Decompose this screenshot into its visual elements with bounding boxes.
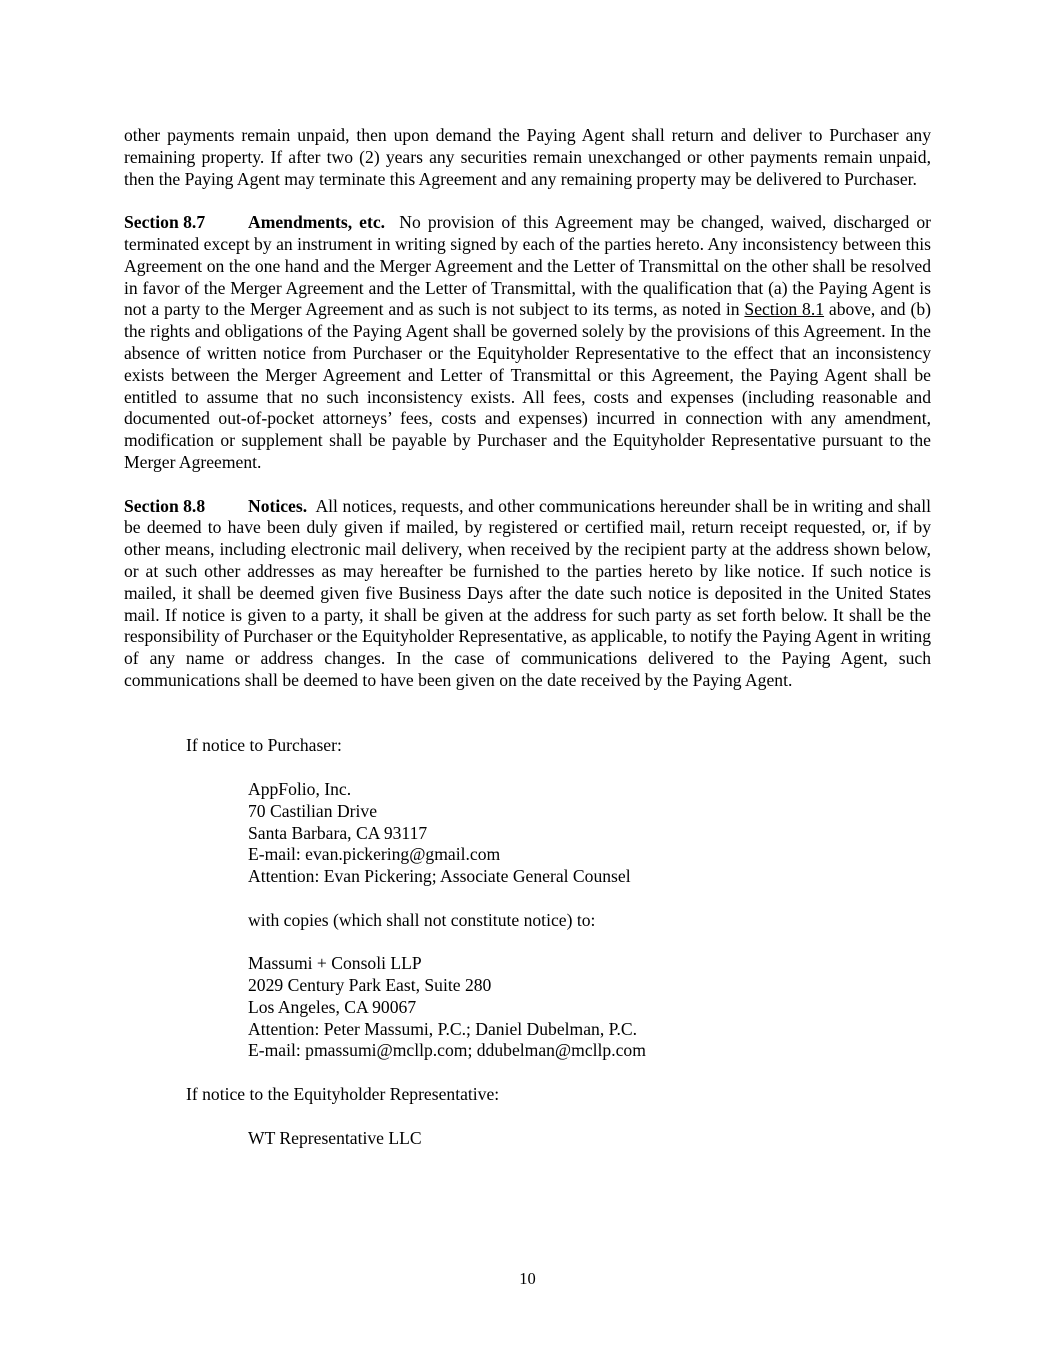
equityholder-notice-label: If notice to the Equityholder Representative:	[186, 1084, 500, 1105]
copies-email: E-mail: pmassumi@mcllp.com; ddubelman@mcllp.com	[248, 1040, 646, 1061]
purchaser-street: 70 Castilian Drive	[248, 800, 377, 821]
section-8-7-text-b: above, and (b) the rights and obligations of the Paying Agent shall be governed solely by the provisions of this Agreement. In the absence of written notice from Purchaser or the Equityholder Representative to the effect that an inconsistency exists between the Merger Agreement and Letter of Transmittal or this Agreement, the Paying Agent shall be entitled to assume that no such inconsistency exists. All fees, costs and expenses (including reasonable and documented out-of-pocket attorneys’ fees, costs and expenses) incurred in connection with any amendment, modification or supplement shall be payable by Purchaser and the Equityholder Representative pursuant to the Merger Agreement.	[124, 299, 931, 472]
equityholder-company: WT Representative LLC	[248, 1127, 422, 1148]
section-8-7-number: Section 8.7	[124, 212, 206, 233]
section-8-7-paragraph	[124, 212, 931, 474]
copies-attention: Attention: Peter Massumi, P.C.; Daniel Dubelman, P.C.	[248, 1018, 638, 1039]
copies-address-block	[124, 953, 931, 1062]
section-8-1-reference-link[interactable]: Section 8.1	[744, 299, 825, 320]
section-8-7-text-a: No provision of this Agreement may be changed, waived, discharged or terminated except by an instrument in writing signed by each of the parties hereto. Any inconsistency between this Agreement on the one hand and the Merger Agreement and the Letter of Transmittal on the other shall be resolved in favor of the Merger Agreement and the Letter of Transmittal, with the qualification that (a) the Paying Agent is not a party to the Merger Agreement and as such is not subject to its terms, as noted in	[124, 212, 932, 320]
purchaser-notice-label: If notice to Purchaser:	[186, 735, 342, 756]
purchaser-address-block	[124, 779, 931, 888]
purchaser-city: Santa Barbara, CA 93117	[248, 822, 428, 843]
copies-label: with copies (which shall not constitute notice) to:	[248, 909, 596, 930]
continuation-paragraph: other payments remain unpaid, then upon demand the Paying Agent shall return and deliver to Purchaser any remaining property. If after two (2) years any securities remain unexchanged or other payments remain unpaid, then the Paying Agent may terminate this Agreement and any remaining property may be delivered to Purchaser.	[124, 125, 931, 189]
section-8-8-paragraph	[124, 496, 931, 692]
section-8-7-title: Amendments, etc.	[248, 212, 386, 233]
purchaser-attention: Attention: Evan Pickering; Associate General Counsel	[248, 866, 631, 887]
copies-city: Los Angeles, CA 90067	[248, 996, 417, 1017]
copies-firm: Massumi + Consoli LLP	[248, 953, 422, 974]
copies-street: 2029 Century Park East, Suite 280	[248, 975, 492, 996]
page-number: 10	[519, 1269, 536, 1288]
purchaser-company: AppFolio, Inc.	[248, 778, 352, 799]
document-page	[124, 125, 931, 1149]
section-8-8-text: All notices, requests, and other communications hereunder shall be in writing and shall be deemed to have been duly given if mailed, by registered or certified mail, return receipt requested, or, if by other means, including electronic mail delivery, when received by the recipient party at the address shown below, or at such other addresses as may hereafter be furnished to the parties hereto by like notice. If such notice is mailed, it shall be deemed given five Business Days after the date such notice is deposited in the United States mail. If notice is given to a party, it shall be given at the address for such party as set forth below. It shall be the responsibility of Purchaser or the Equityholder Representative, as applicable, to notify the Paying Agent in writing of any name or address changes. In the case of communications delivered to the Paying Agent, such communications shall be deemed to have been given on the date received by the Paying Agent.	[124, 495, 932, 690]
section-8-8-number: Section 8.8	[124, 495, 206, 516]
purchaser-email: E-mail: evan.pickering@gmail.com	[248, 844, 501, 865]
equityholder-address-block	[124, 1128, 931, 1150]
section-8-8-title: Notices.	[248, 495, 308, 516]
